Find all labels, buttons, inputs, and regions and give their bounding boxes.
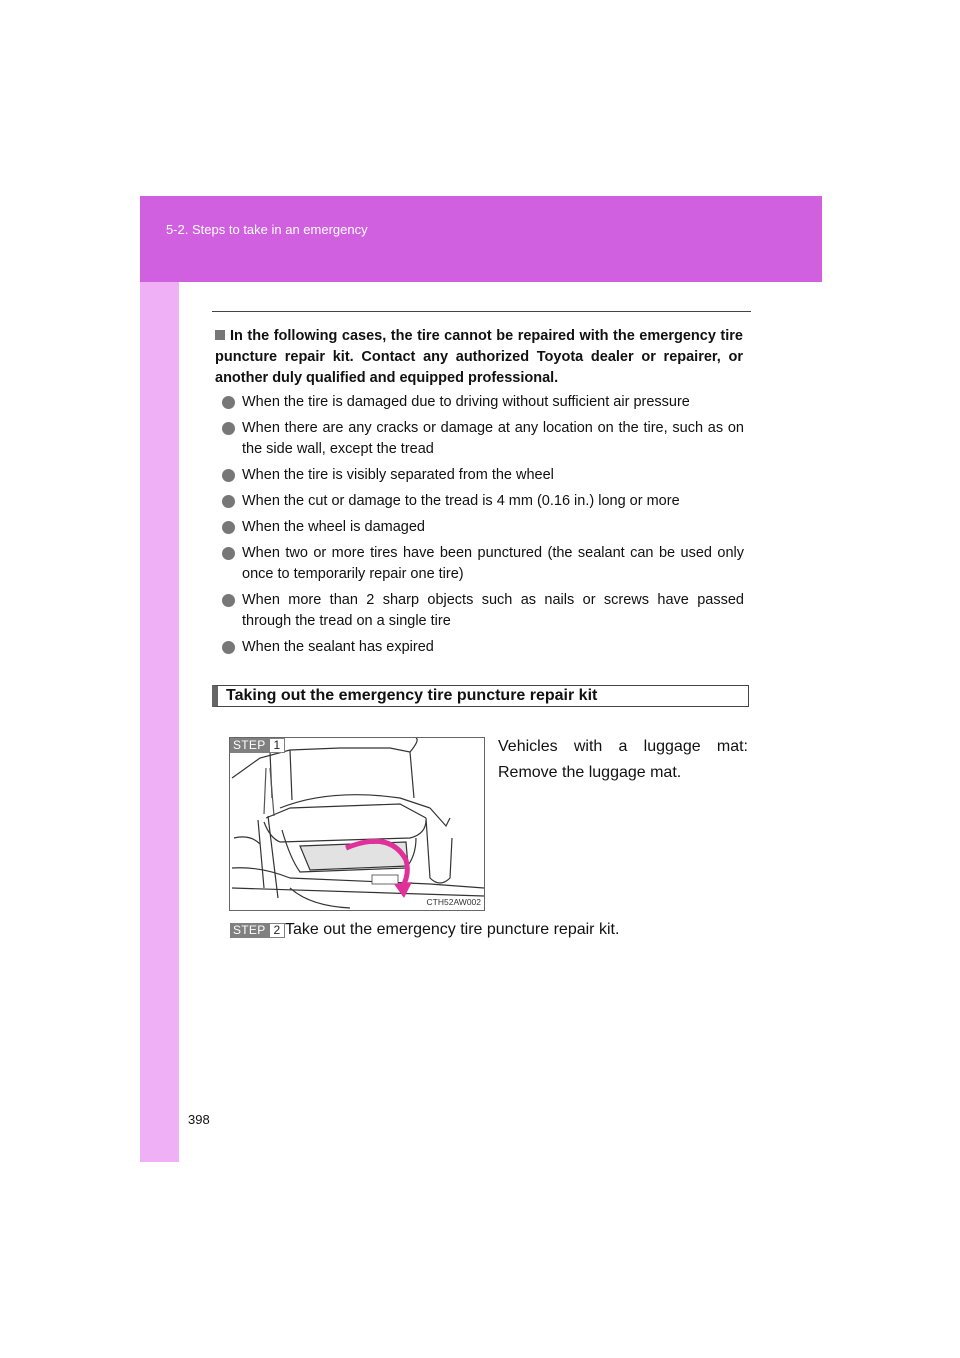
step-label: STEP: [230, 738, 269, 753]
list-item-text: When the tire is damaged due to driving without sufficient air pressure: [242, 394, 690, 410]
header-band: [140, 196, 822, 282]
list-item: [222, 543, 744, 585]
step-2-badge: [230, 923, 285, 938]
list-item: [222, 637, 744, 658]
list-item: [222, 392, 744, 413]
list-item-text: When the wheel is damaged: [242, 519, 425, 535]
step-number: 2: [269, 923, 286, 938]
trunk-illustration: [229, 737, 485, 911]
bullet-dot-icon: [222, 422, 235, 435]
bullet-dot-icon: [222, 521, 235, 534]
list-item: [222, 465, 744, 486]
bullet-dot-icon: [222, 594, 235, 607]
list-item-text: When the tire is visibly separated from the wheel: [242, 467, 554, 483]
note-heading-text: In the following cases, the tire cannot be repaired with the emergency tire puncture repair kit. Contact any authorized Toyota dealer or repairer, or another duly qualified and equipped professional.: [215, 328, 743, 386]
list-item: [222, 491, 744, 512]
condition-list: [222, 392, 744, 663]
section-title: [212, 685, 749, 707]
step-number: 1: [269, 738, 286, 753]
list-item: [222, 517, 744, 538]
step-1-badge: [230, 738, 285, 753]
figure-code: CTH52AW002: [426, 897, 481, 907]
bullet-dot-icon: [222, 495, 235, 508]
divider: [212, 311, 751, 312]
section-title-text: Taking out the emergency tire puncture repair kit: [226, 687, 598, 704]
list-item-text: When the cut or damage to the tread is 4 mm (0.16 in.) long or more: [242, 493, 680, 509]
trunk-luggage-mat-icon: [230, 738, 485, 911]
list-item: [222, 590, 744, 632]
bullet-dot-icon: [222, 396, 235, 409]
bullet-dot-icon: [222, 469, 235, 482]
section-breadcrumb: 5-2. Steps to take in an emergency: [166, 222, 368, 237]
list-item-text: When two or more tires have been punctured (the sealant can be used only once to temporarily repair one tire): [242, 545, 744, 582]
step-2-text: Take out the emergency tire puncture repair kit.: [285, 921, 620, 938]
square-bullet-icon: [215, 330, 225, 340]
bullet-dot-icon: [222, 547, 235, 560]
note-heading: [215, 326, 743, 389]
bullet-dot-icon: [222, 641, 235, 654]
list-item-text: When the sealant has expired: [242, 639, 434, 655]
step-1-text: Vehicles with a luggage mat: Remove the luggage mat.: [498, 738, 748, 781]
list-item-text: When there are any cracks or damage at any location on the tire, such as on the side wall, except the tread: [242, 420, 744, 457]
page-number: 398: [188, 1112, 210, 1127]
list-item-text: When more than 2 sharp objects such as nails or screws have passed through the tread on a single tire: [242, 592, 744, 629]
list-item: [222, 418, 744, 460]
step-label: STEP: [230, 923, 269, 938]
side-band: [140, 282, 179, 1162]
